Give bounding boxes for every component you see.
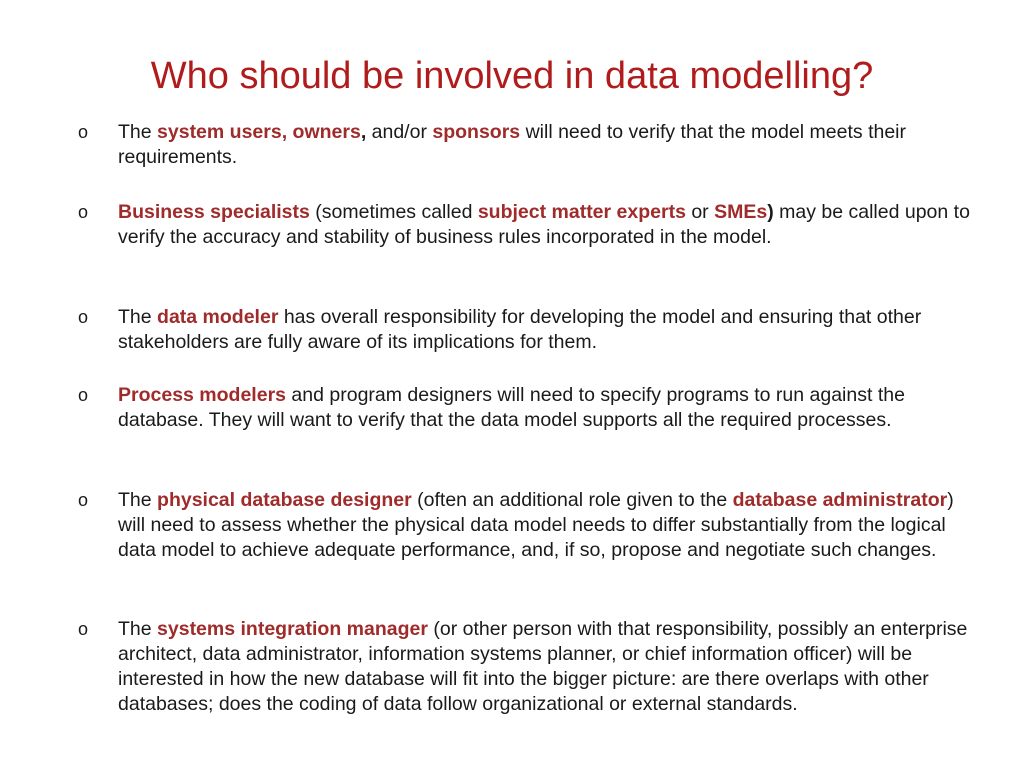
- bullet-marker-icon: o: [78, 202, 89, 222]
- bullet-text: [118, 618, 967, 715]
- slide-title: Who should be involved in data modelling?: [150, 55, 874, 97]
- bullet-text: [118, 384, 905, 431]
- highlighted-term: Business specialists: [118, 201, 310, 223]
- bullet-marker-icon: o: [78, 122, 89, 142]
- body-text: (often an additional role given to the: [411, 489, 733, 511]
- bullet-marker-icon: o: [78, 619, 89, 639]
- bullet-item: [78, 200, 978, 250]
- highlighted-term: Process modelers: [118, 384, 287, 406]
- highlighted-term: physical database designer: [157, 489, 412, 511]
- bullet-item: [78, 305, 978, 355]
- highlighted-term: subject matter experts: [477, 201, 686, 223]
- bullet-item: [78, 617, 978, 717]
- highlighted-term: SMEs: [714, 201, 768, 223]
- body-text: (or other person with that responsibility, possibly an enterprise architect, data administrator, information systems planner, or chief information officer) will be interested in how the new database will fit into the bigger picture: are there overlaps with other databases; does the coding of data follow organizational or external standards.: [118, 618, 968, 715]
- body-text: may be called upon to verify the accuracy and stability of business rules incorporated in the model.: [118, 201, 970, 248]
- bullet-item: [78, 383, 978, 433]
- body-text: The: [118, 618, 158, 640]
- body-text: (sometimes called: [309, 201, 478, 223]
- bullet-text: [118, 201, 970, 248]
- highlighted-term: system users, owners: [157, 121, 361, 143]
- bullet-item: [78, 488, 978, 563]
- bullet-marker-icon: o: [78, 490, 89, 510]
- body-text: ) will need to assess whether the physical data model needs to differ substantially from the logical data model to achieve adequate performance, and, if so, propose and negotiate such changes.: [118, 489, 954, 561]
- body-text: has overall responsibility for developing the model and ensuring that other stakeholders are fully aware of its implications for them.: [118, 306, 922, 353]
- bullet-item: [78, 120, 978, 170]
- body-text: The: [118, 306, 158, 328]
- body-text: will need to verify that the model meets their requirements.: [118, 121, 907, 168]
- highlighted-term: database administrator: [732, 489, 948, 511]
- body-text: The: [118, 121, 158, 143]
- highlighted-term: sponsors: [432, 121, 521, 143]
- highlighted-term: data modeler: [157, 306, 279, 328]
- bold-punctuation: ): [767, 201, 774, 223]
- body-text: The: [118, 489, 158, 511]
- body-text: and/or: [366, 121, 433, 143]
- bold-punctuation: ,: [360, 121, 367, 143]
- bullet-marker-icon: o: [78, 385, 89, 405]
- highlighted-term: systems integration manager: [157, 618, 428, 640]
- bullet-text: [118, 121, 906, 168]
- bullet-text: [118, 306, 921, 353]
- body-text: or: [685, 201, 715, 223]
- body-text: and program designers will need to specify programs to run against the database. They will want to verify that the data model supports all the required processes.: [118, 384, 905, 431]
- bullet-marker-icon: o: [78, 307, 89, 327]
- bullet-text: [118, 489, 954, 561]
